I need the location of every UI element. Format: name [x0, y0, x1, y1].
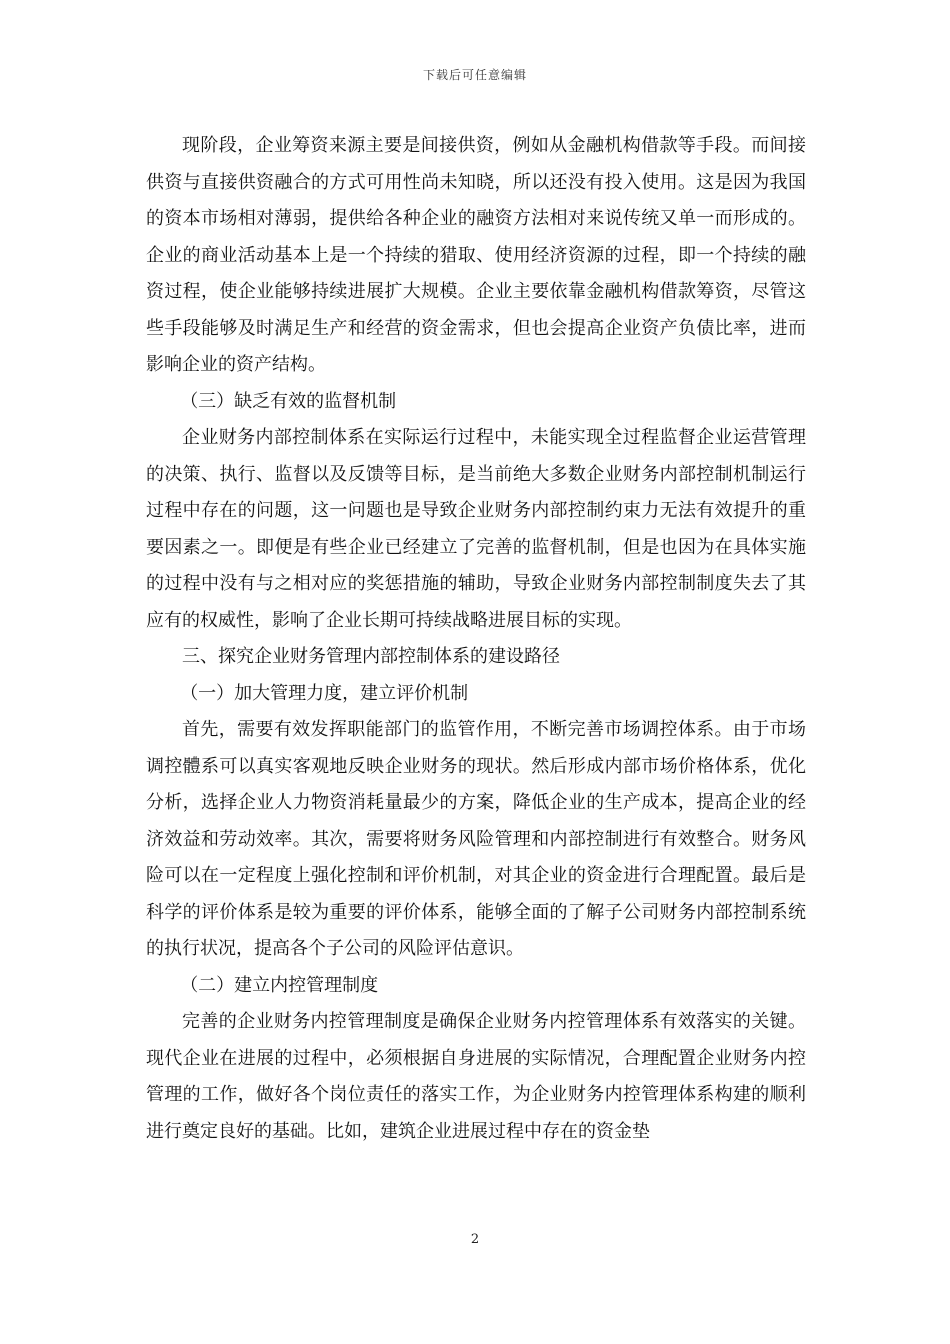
section-heading-construction-path: 三、探究企业财务管理内部控制体系的建设路径	[182, 646, 560, 667]
page-number: 2	[470, 1232, 480, 1247]
subheading-evaluation-mechanism: （一）加大管理力度，建立评价机制	[180, 682, 469, 704]
subheading-internal-control-system: （二）建立内控管理制度	[180, 974, 379, 996]
paragraph-supervision-problem: 企业财务内部控制体系在实际运行过程中，未能实现全过程监督企业运营管理的决策、执行、监督以及反馈等目标，是当前绝大多数企业财务内部控制机制运行过程中存在的问题，这一问题也是导致企业财务内部控制约束力无法有效提升的重要因素之一。即便是有些企业已经建立了完善的监督机制，但是也因为在具体实施的过程中没有与之相对应的奖惩措施的辅助，导致企业财务内部控制制度失去了其应有的权威性，影响了企业长期可持续战略进展目标的实现。	[146, 427, 806, 631]
paragraph-evaluation-mechanism: 首先，需要有效发挥职能部门的监管作用，不断完善市场调控体系。由于市场调控體系可以真实客观地反映企业财务的现状。然后形成内部市场价格体系，优化分析，选择企业人力物资消耗量最少的方案，降低企业的生产成本，提高企业的经济效益和劳动效率。其次，需要将财务风险管理和内部控制进行有效整合。财务风险可以在一定程度上强化控制和评价机制，对其企业的资金进行合理配置。最后是科学的评价体系是较为重要的评价体系，能够全面的了解子公司财务内部控制系统的执行状况，提高各个子公司的风险评估意识。	[146, 719, 806, 959]
page-body	[146, 128, 806, 1150]
subheading-lack-of-supervision: （三）缺乏有效的监督机制	[180, 390, 397, 412]
paragraph-internal-control-system: 完善的企业财务内控管理制度是确保企业财务内控管理体系有效落实的关键。现代企业在进展的过程中，必须根据自身进展的实际情况，合理配置企业财务内控管理的工作，做好各个岗位责任的落实工作，为企业财务内控管理体系构建的顺利进行奠定良好的基础。比如，建筑企业进展过程中存在的资金垫	[146, 1011, 806, 1142]
page-header: 下载后可任意编辑	[422, 68, 527, 82]
paragraph-financing-sources: 现阶段，企业筹资来源主要是间接供资，例如从金融机构借款等手段。而间接供资与直接供资融合的方式可用性尚未知晓，所以还没有投入使用。这是因为我国的资本市场相对薄弱，提供给各种企业的融资方法相对来说传统又单一而形成的。企业的商业活动基本上是一个持续的猎取、使用经济资源的过程，即一个持续的融资过程，使企业能够持续进展扩大规模。企业主要依靠金融机构借款筹资，尽管这些手段能够及时满足生产和经营的资金需求，但也会提高企业资产负债比率，进而影响企业的资产结构。	[146, 135, 806, 375]
